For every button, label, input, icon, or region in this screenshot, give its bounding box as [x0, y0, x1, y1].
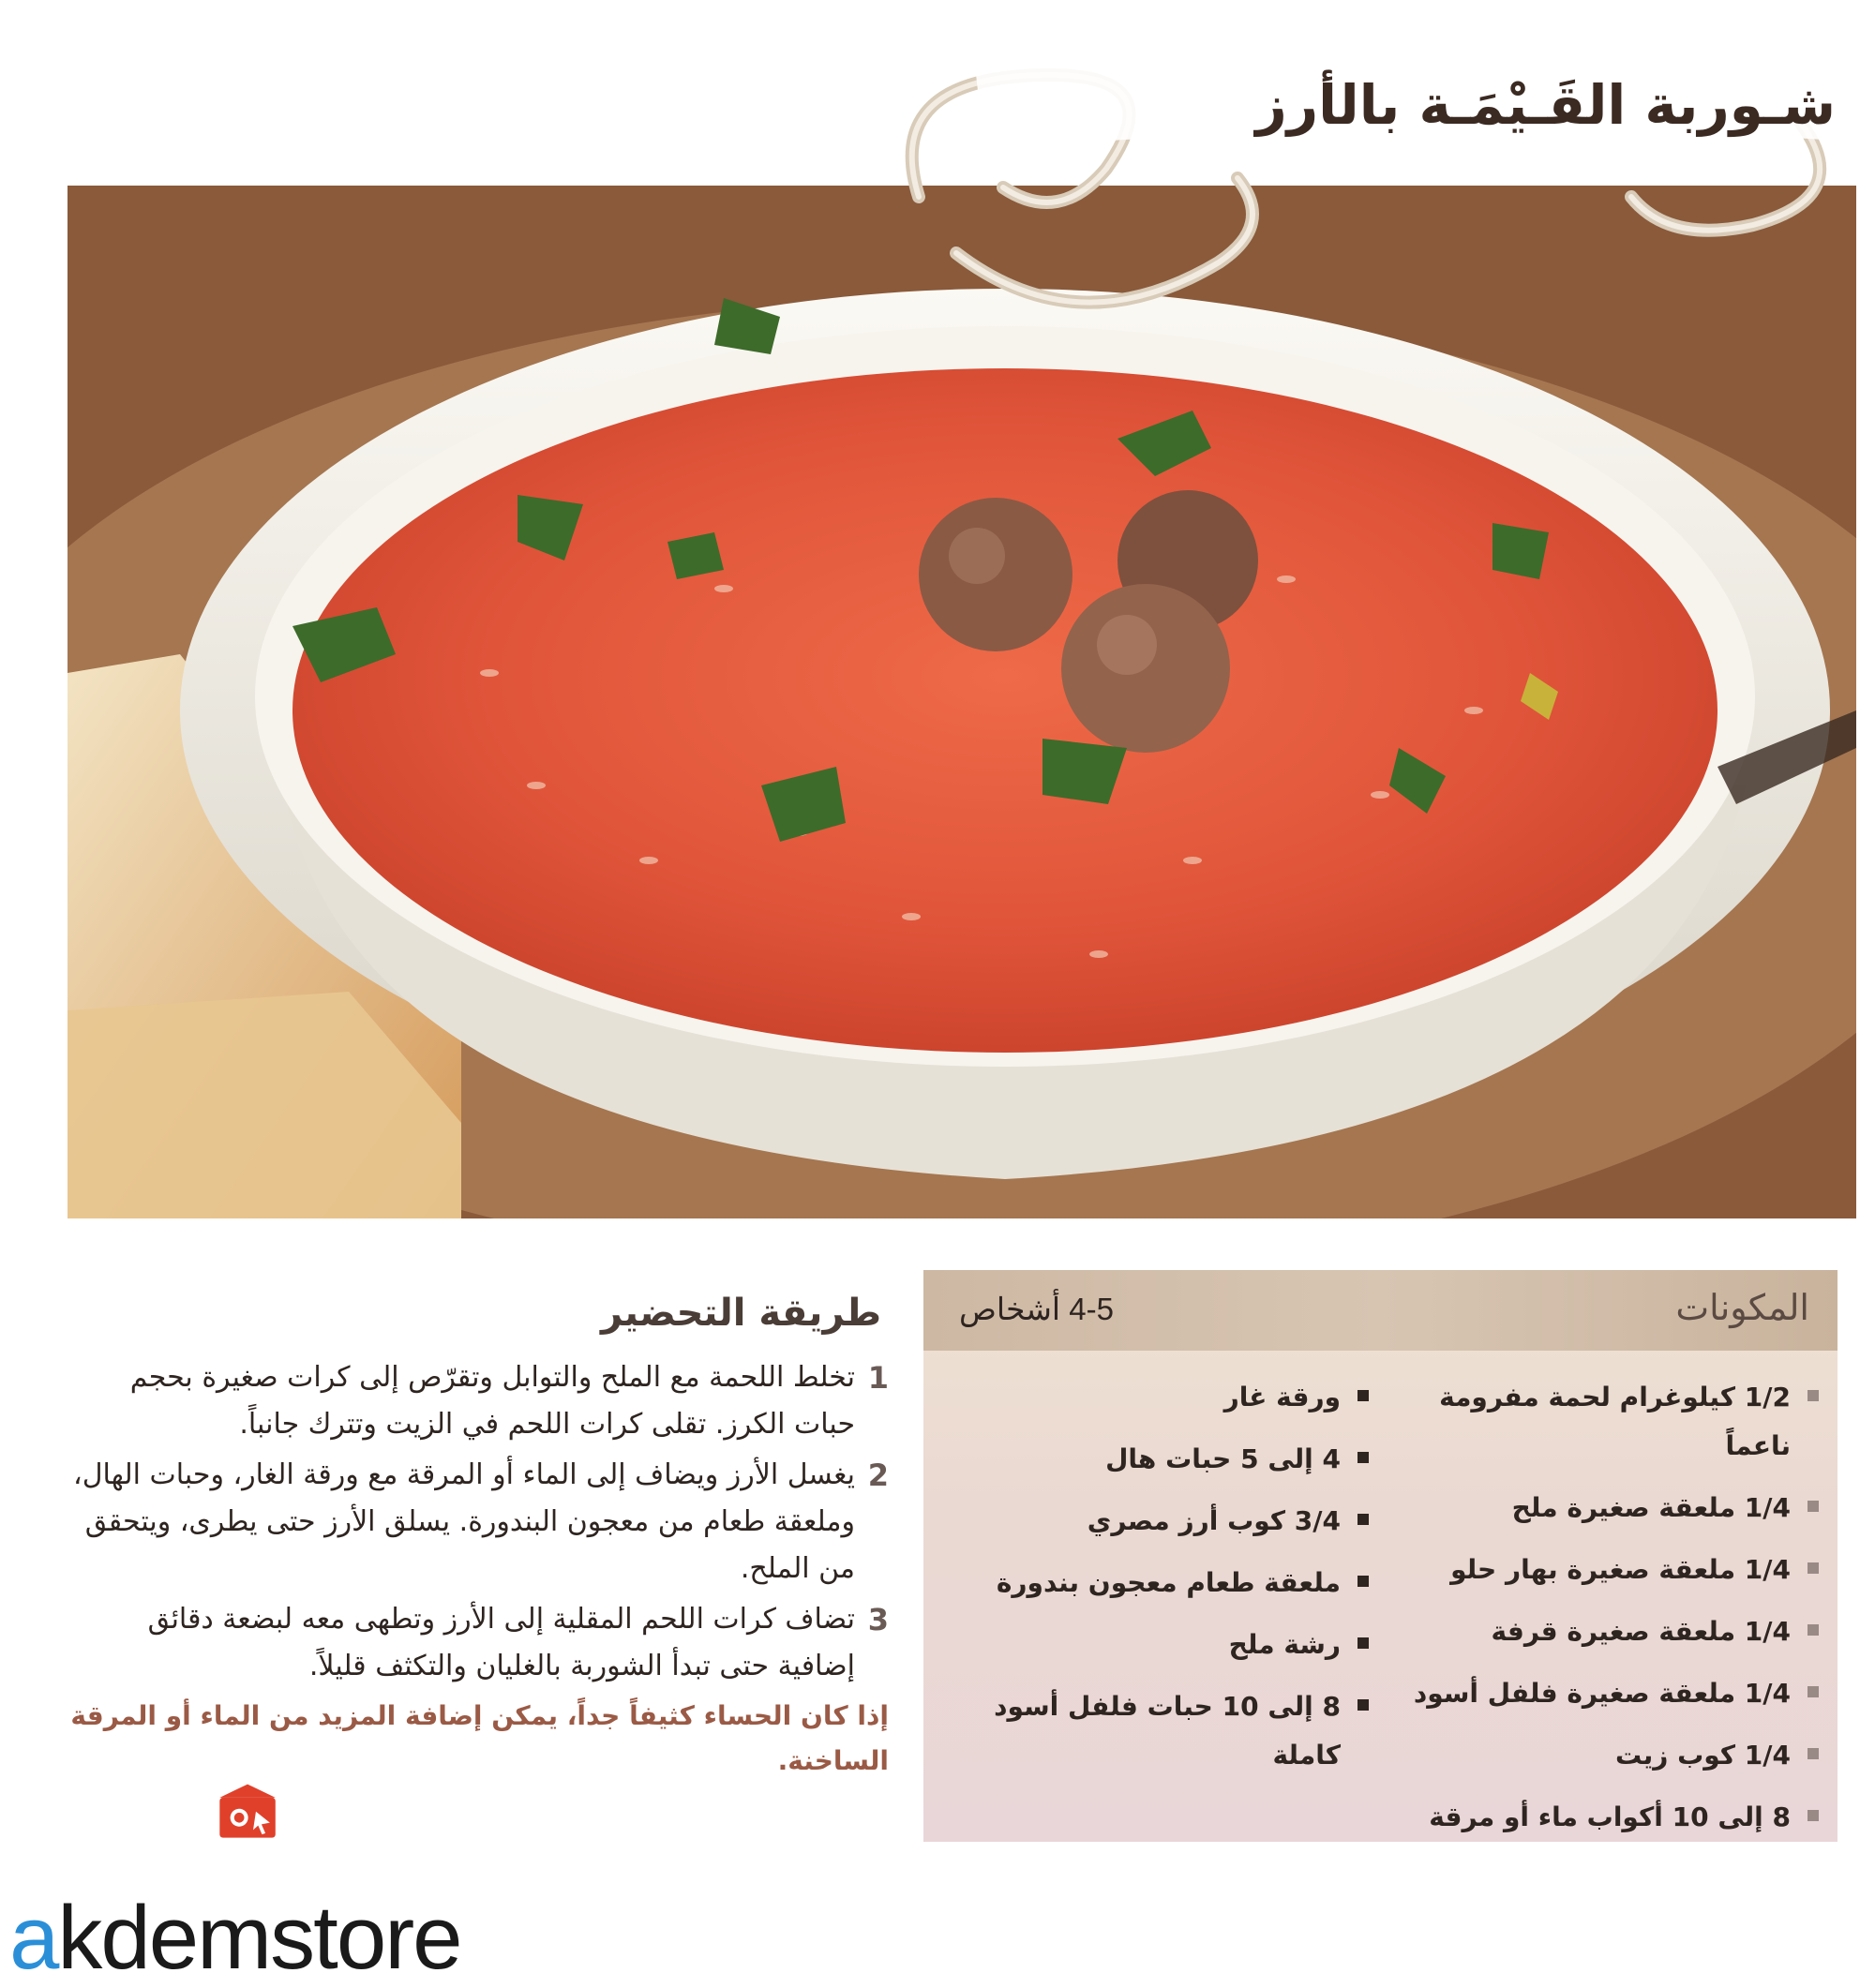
soup-surface [292, 368, 1718, 1053]
recipe-title: شـوربة القَـيْمَـة بالأرز [1255, 73, 1836, 137]
ingredient-item: 4 إلى 5 حبات هال [956, 1435, 1369, 1484]
step-text: تضاف كرات اللحم المقلية إلى الأرز وتطهى معه لبضعة دقائق إضافية حتى تبدأ الشوربة بالغليان والتكثف قليلاً. [147, 1603, 855, 1682]
step-number: 1 [867, 1360, 889, 1396]
method-steps [64, 1354, 889, 1810]
ingredient-item: 1/4 ملعقة صغيرة بهار حلو [1378, 1546, 1819, 1594]
method-step [64, 1452, 889, 1592]
bullet-icon [1808, 1390, 1819, 1401]
ingredients-panel [923, 1270, 1838, 1842]
ingredient-item: رشة ملح [956, 1621, 1369, 1669]
akdemstore-logo-icon [0, 1781, 506, 1884]
ingredients-list-right [1378, 1373, 1819, 1855]
ingredient-item: ملعقة طعام معجون بندورة [956, 1559, 1369, 1607]
ingredient-item: 1/4 ملعقة صغيرة ملح [1378, 1484, 1819, 1532]
ingredient-item: 1/4 كوب زيت [1378, 1731, 1819, 1780]
method-step [64, 1354, 889, 1448]
bullet-icon [1358, 1390, 1369, 1401]
step-text: تخلط اللحمة مع الملح والتوابل وتقرّص إلى كرات صغيرة بحجم حبات الكرز. تقلى كرات اللحم في الزيت وتترك جانباً. [129, 1361, 855, 1441]
ingredient-item: 1/4 ملعقة صغيرة قرفة [1378, 1607, 1819, 1656]
bullet-icon [1808, 1501, 1819, 1512]
ingredient-item: ورقة غار [956, 1373, 1369, 1422]
ingredient-item: 8 إلى 10 أكواب ماء أو مرقة [1378, 1793, 1819, 1842]
bullet-icon [1358, 1452, 1369, 1463]
ingredient-item: 3/4 كوب أرز مصري [956, 1497, 1369, 1546]
akdemstore-watermark: akdemstore [9, 1888, 461, 1988]
bullet-icon [1808, 1810, 1819, 1821]
step-text: يغسل الأرز ويضاف إلى الماء أو المرقة مع ورقة الغار، وحبات الهال، وملعقة طعام من معجون البندورة. يسلق الأرز حتى يطرى، ويتحقق من الملح. [73, 1458, 855, 1585]
ingredients-list-left [956, 1373, 1369, 1793]
bullet-icon [1808, 1748, 1819, 1759]
ingredient-item: 1/2 كيلوغرام لحمة مفرومة ناعماً [1378, 1373, 1819, 1471]
bullet-icon [1808, 1624, 1819, 1636]
bullet-icon [1808, 1686, 1819, 1697]
servings-count: 4-5 أشخاص [959, 1292, 1114, 1326]
bullet-icon [1358, 1637, 1369, 1649]
bullet-icon [1358, 1514, 1369, 1525]
ingredient-item: 1/4 ملعقة صغيرة فلفل أسود [1378, 1669, 1819, 1718]
ingredients-title: المكونات [1675, 1289, 1809, 1328]
bullet-icon [1358, 1699, 1369, 1711]
bullet-icon [1808, 1562, 1819, 1574]
method-note: إذا كان الحساء كثيفاً جداً، يمكن إضافة المزيد من الماء أو المرقة الساخنة. [70, 1700, 889, 1776]
method-title: طريقة التحضير [600, 1292, 881, 1335]
bullet-icon [1358, 1576, 1369, 1587]
ingredients-header [923, 1270, 1838, 1351]
step-number: 2 [867, 1457, 889, 1493]
method-step [64, 1596, 889, 1690]
ingredient-item: 8 إلى 10 حبات فلفل أسود كاملة [956, 1682, 1369, 1780]
step-number: 3 [867, 1602, 889, 1637]
